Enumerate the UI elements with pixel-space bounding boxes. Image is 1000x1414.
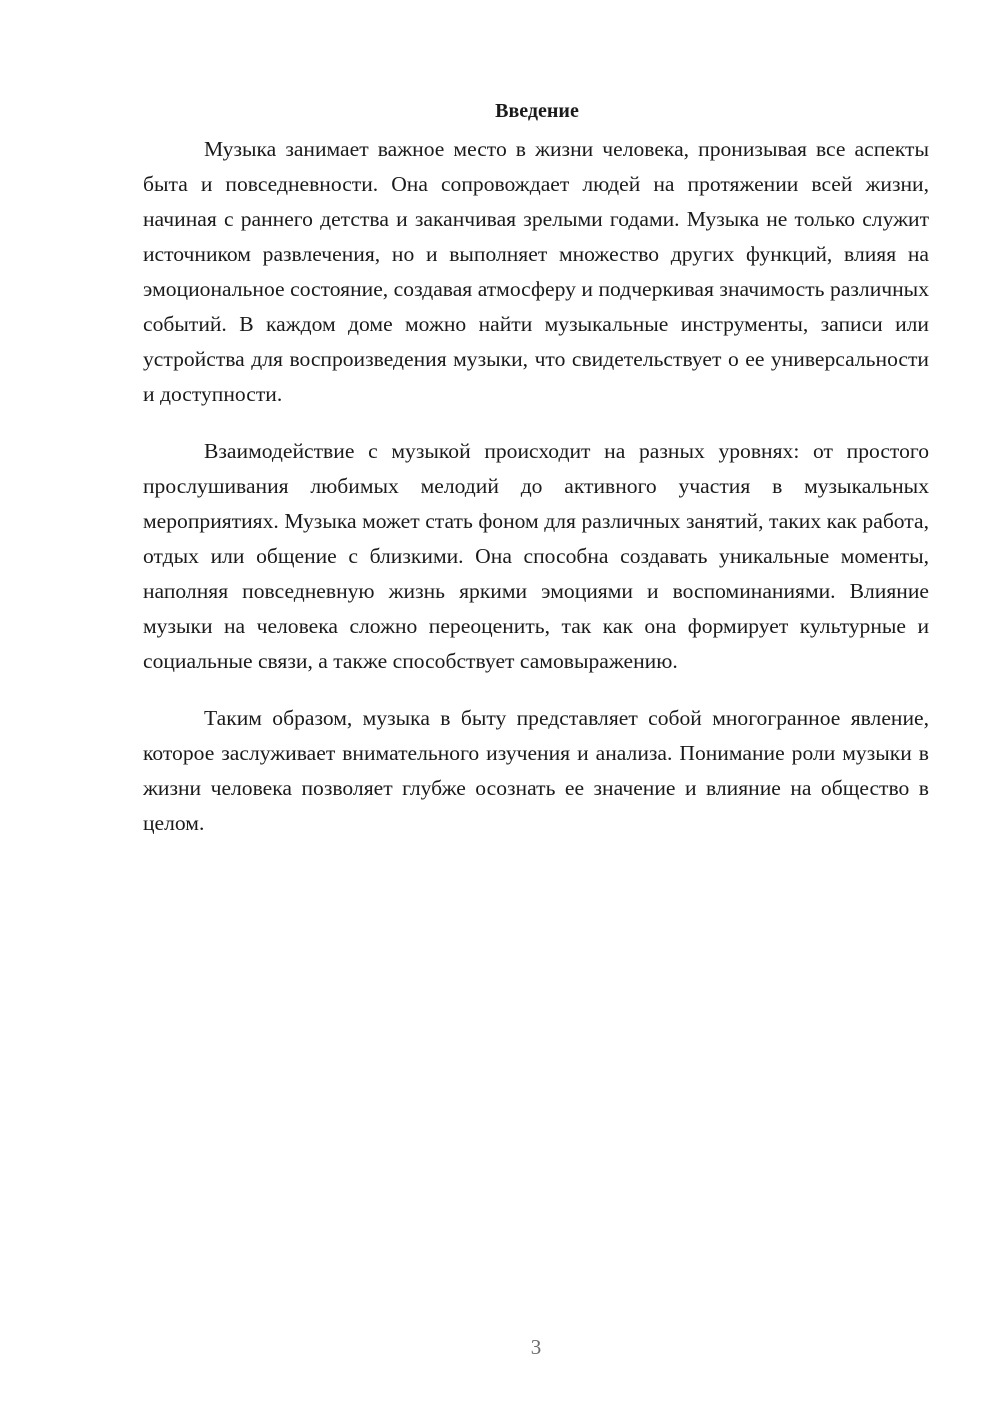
paragraph-2: Взаимодействие с музыкой происходит на разных уровнях: от простого прослушивания любимых мелодий до активного участия в музыкальных мероприятиях. Музыка может стать фоном для различных занятий, таких как работа, отдых или общение с близкими. Она способна создавать уникальные моменты, наполняя повседневную жизнь яркими эмоциями и воспоминаниями. Влияние музыки на человека сложно переоценить, так как она формирует культурные и социальные связи, а также способствует самовыражению. [143,439,929,673]
page-content [143,88,929,841]
paragraph-1: Музыка занимает важное место в жизни человека, пронизывая все аспекты быта и повседневности. Она сопровождает людей на протяжении всей жизни, начиная с раннего детства и заканчивая зрелыми годами. Музыка не только служит источником развлечения, но и выполняет множество других функций, влияя на эмоциональное состояние, создавая атмосферу и подчеркивая значимость различных событий. В каждом доме можно найти музыкальные инструменты, записи или устройства для воспроизведения музыки, что свидетельствует о ее универсальности и доступности. [143,137,929,406]
paragraph-3: Таким образом, музыка в быту представляет собой многогранное явление, которое заслуживает внимательного изучения и анализа. Понимание роли музыки в жизни человека позволяет глубже осознать ее значение и влияние на общество в целом. [143,706,929,835]
page-number: 3 [530,1335,542,1359]
section-heading: Введение [495,100,579,122]
